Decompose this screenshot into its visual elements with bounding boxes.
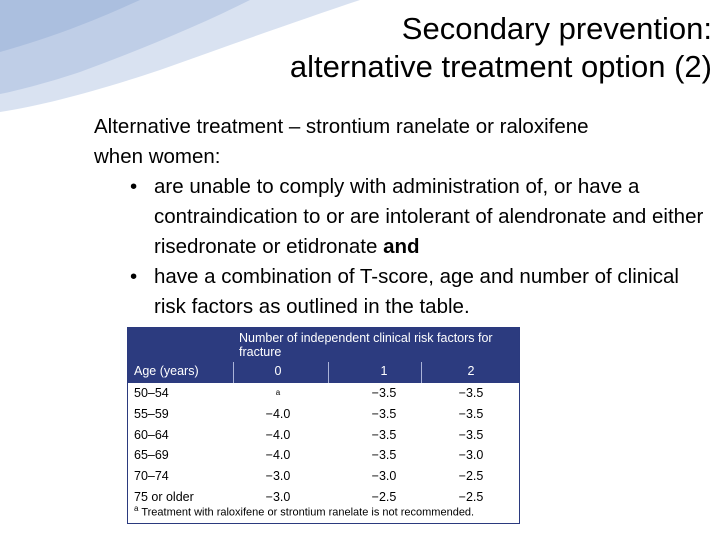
t-score-cell: −3.5 bbox=[371, 427, 397, 442]
t-score-table bbox=[127, 327, 520, 524]
title-line-2: alternative treatment option (2) bbox=[289, 49, 712, 84]
footnote-marker: a bbox=[275, 388, 281, 397]
criteria-item-text: have a combination of T-score, age and number of clinical risk factors as outlined in the table. bbox=[154, 265, 679, 318]
t-score-cell: −2.5 bbox=[458, 469, 484, 484]
t-score-cell: −2.5 bbox=[458, 489, 484, 504]
t-score-cell: −2.5 bbox=[371, 489, 397, 504]
age-cell: 60–64 bbox=[134, 427, 169, 442]
t-score-cell: −4.0 bbox=[265, 448, 291, 463]
age-cell: 55–59 bbox=[134, 406, 169, 421]
t-score-cell: −3.0 bbox=[458, 448, 484, 463]
table-footnote bbox=[134, 504, 474, 519]
age-cell: 50–54 bbox=[134, 386, 169, 400]
age-cell: 65–69 bbox=[134, 448, 169, 463]
slide-title bbox=[92, 10, 712, 86]
slide-body bbox=[94, 112, 714, 322]
table-row bbox=[128, 445, 519, 466]
age-cell: 75 or older bbox=[134, 489, 194, 504]
t-score-cell: −3.5 bbox=[371, 386, 397, 400]
criteria-list bbox=[94, 172, 714, 322]
risk-factor-group-header: Number of independent clinical risk factors for fracture bbox=[239, 331, 493, 359]
table-row bbox=[128, 404, 519, 425]
table-header bbox=[128, 328, 519, 383]
bullet-icon: • bbox=[130, 175, 138, 198]
risk-column-header-2: 2 bbox=[467, 364, 475, 378]
t-score-cell: −3.0 bbox=[371, 469, 397, 484]
t-score-cell: −3.0 bbox=[265, 489, 291, 504]
criteria-emphasis: and bbox=[383, 235, 420, 258]
header-divider bbox=[328, 362, 329, 383]
risk-column-header-1: 1 bbox=[380, 364, 388, 378]
t-score-cell: −3.5 bbox=[458, 386, 484, 400]
criteria-item-1 bbox=[130, 172, 714, 262]
table-body bbox=[128, 383, 519, 508]
title-line-1: Secondary prevention: bbox=[401, 11, 712, 46]
t-score-cell: −4.0 bbox=[265, 427, 291, 442]
risk-column-header-0: 0 bbox=[274, 364, 282, 378]
header-divider bbox=[421, 362, 422, 383]
table-row bbox=[128, 466, 519, 487]
criteria-item-text: are unable to comply with administration of, or have a contraindication to or are intolerant of alendronate and either risedronate or etidronate bbox=[154, 175, 704, 258]
bullet-icon: • bbox=[130, 265, 138, 288]
header-divider bbox=[233, 362, 234, 383]
t-score-cell: −3.5 bbox=[371, 406, 397, 421]
t-score-cell: −3.5 bbox=[458, 406, 484, 421]
intro-line-1: Alternative treatment – strontium ranelate or raloxifene bbox=[94, 115, 589, 138]
age-column-header: Age (years) bbox=[134, 364, 199, 378]
criteria-item-2 bbox=[130, 262, 714, 322]
table-row bbox=[128, 383, 519, 404]
t-score-cell: −4.0 bbox=[265, 406, 291, 421]
footnote-marker: a bbox=[134, 504, 139, 514]
intro-line-2: when women: bbox=[94, 145, 221, 168]
age-cell: 70–74 bbox=[134, 469, 169, 484]
table-row bbox=[128, 425, 519, 446]
t-score-cell: −3.5 bbox=[458, 427, 484, 442]
t-score-cell: −3.5 bbox=[371, 448, 397, 463]
t-score-cell: −3.0 bbox=[265, 469, 291, 484]
footnote-text: Treatment with raloxifene or strontium ranelate is not recommended. bbox=[141, 507, 475, 519]
